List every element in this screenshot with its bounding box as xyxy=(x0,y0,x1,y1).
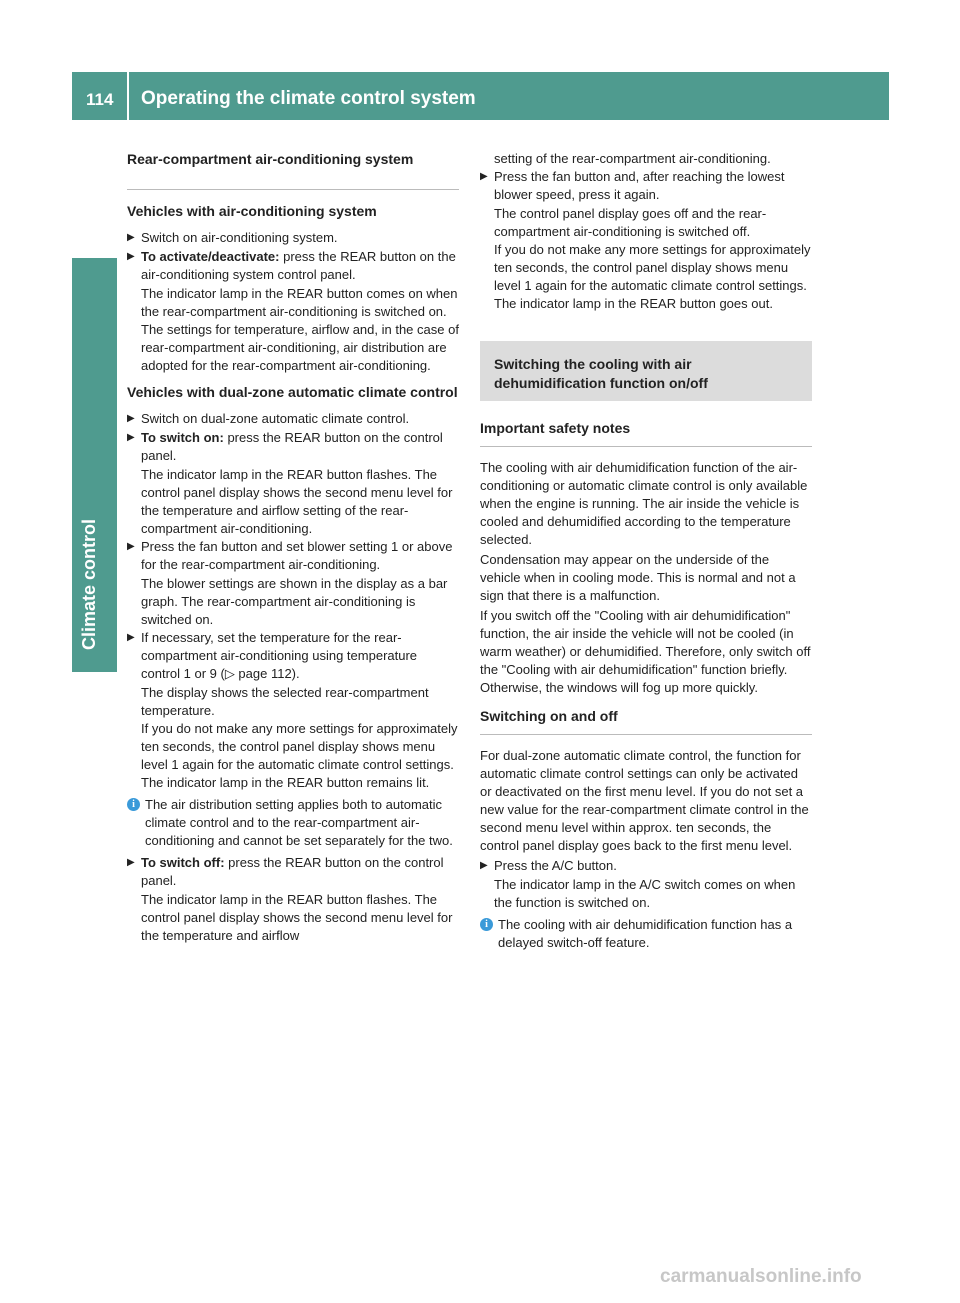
watermark: carmanualsonline.info xyxy=(660,1266,862,1287)
step: ▶ Switch on dual-zone automatic climate control. xyxy=(127,411,410,426)
continued-text: setting of the rear-compartment air-conditioning. xyxy=(494,151,771,166)
step: ▶ To activate/deactivate: press the REAR button on the air-conditioning system control panel. xyxy=(127,249,456,282)
step: ▶ To switch on: press the REAR button on the control panel. xyxy=(127,430,443,463)
shaded-heading-box xyxy=(480,341,812,401)
info-icon: i xyxy=(127,798,140,811)
step-result: The display shows the selected rear-compartment temperature. xyxy=(141,685,429,718)
step-result: The indicator lamp in the REAR button flashes. The control panel display shows the second menu level for the temperature and airflow xyxy=(141,892,453,943)
step-result: The blower settings are shown in the display as a bar graph. The rear-compartment air-conditioning is switched on. xyxy=(141,576,448,627)
step-result: If you do not make any more settings for approximately ten seconds, the control panel display shows menu level 1 again for the automatic climate control settings. The indicator lamp in the REAR button goes out. xyxy=(494,242,811,311)
step: ▶ Press the fan button and set blower setting 1 or above for the rear-compartment air-conditioning. xyxy=(127,539,453,572)
step-result: The indicator lamp in the REAR button comes on when the rear-compartment air-conditioning is switched on. The settings for temperature, airflow and, in the case of rear-compartment air-conditioning, air distribution are adopted for the rear-compartment air-conditioning. xyxy=(141,286,459,373)
left-column xyxy=(127,150,459,945)
chapter-title: Operating the climate control system xyxy=(141,88,476,109)
safety-title: Important safety notes xyxy=(480,420,631,436)
paragraph: For dual-zone automatic climate control, the function for automatic climate control settings can only be activated or deactivated on the first menu level. If you do not set a new value for the rear-compartment climate control in the second menu level within approx. ten seconds, the control panel display goes back to the first menu level. xyxy=(480,748,809,853)
info-note: i The air distribution setting applies both to automatic climate control and to the rear-compartment air-conditioning and cannot be set separately for the two. xyxy=(127,796,459,850)
step: ▶ If necessary, set the temperature for the rear-compartment air-conditioning using temperature control 1 or 9 (▷ page 112). xyxy=(127,630,418,681)
arrow-icon: ▶ xyxy=(127,251,135,262)
paragraph: If you switch off the "Cooling with air dehumidification" function, the air inside the vehicle will not be cooled (in warm weather) or dehumidified. Therefore, only switch off the "Cooling with air dehumidification" function briefly. Otherwise, the windows will fog up more quickly. xyxy=(480,608,811,695)
arrow-icon: ▶ xyxy=(127,857,135,868)
dual-title: Vehicles with dual-zone automatic climate control xyxy=(127,384,458,400)
divider xyxy=(480,734,812,735)
step: ▶ Switch on air-conditioning system. xyxy=(127,230,338,245)
step-result: The indicator lamp in the A/C switch comes on when the function is switched on. xyxy=(494,877,796,910)
shaded-title: Switching the cooling with air dehumidification function on/off xyxy=(494,356,708,391)
arrow-icon: ▶ xyxy=(480,860,488,871)
divider xyxy=(480,446,812,447)
arrow-icon: ▶ xyxy=(480,171,488,182)
paragraph: Condensation may appear on the underside of the vehicle when in cooling mode. This is normal and not a sign that there is a malfunction. xyxy=(480,552,796,603)
info-icon: i xyxy=(480,918,493,931)
arrow-icon: ▶ xyxy=(127,413,135,424)
vehicles-ac-title: Vehicles with air-conditioning system xyxy=(127,203,377,219)
step: ▶ Press the fan button and, after reaching the lowest blower speed, press it again. xyxy=(480,169,785,202)
step: ▶ To switch off: press the REAR button on the control panel. xyxy=(127,855,444,888)
onoff-title: Switching on and off xyxy=(480,708,618,724)
arrow-icon: ▶ xyxy=(127,632,135,643)
arrow-icon: ▶ xyxy=(127,232,135,243)
step-result: The indicator lamp in the REAR button flashes. The control panel display shows the second menu level for the temperature and airflow setting of the rear-compartment air-conditioning. xyxy=(141,467,453,536)
page-number: 114 xyxy=(86,90,114,109)
header-divider xyxy=(127,72,129,120)
divider xyxy=(127,189,459,190)
step-result: The control panel display goes off and the rear-compartment air-conditioning is switched off. xyxy=(494,206,767,239)
step-result: If you do not make any more settings for approximately ten seconds, the control panel display shows menu level 1 again for the automatic climate control settings. The indicator lamp in the REAR button remains lit. xyxy=(141,721,458,790)
arrow-icon: ▶ xyxy=(127,541,135,552)
right-column xyxy=(480,150,812,956)
arrow-icon: ▶ xyxy=(127,432,135,443)
step: ▶ Press the A/C button. xyxy=(480,858,617,873)
info-note: i The cooling with air dehumidification function has a delayed switch-off feature. xyxy=(480,916,812,952)
section-title: Rear-compartment air-conditioning system xyxy=(127,151,414,167)
side-label: Climate control xyxy=(79,518,99,650)
paragraph: The cooling with air dehumidification function of the air-conditioning or automatic climate control is only available when the engine is running. The air inside the vehicle is cooled and dehumidified according to the temperature selected. xyxy=(480,460,808,547)
